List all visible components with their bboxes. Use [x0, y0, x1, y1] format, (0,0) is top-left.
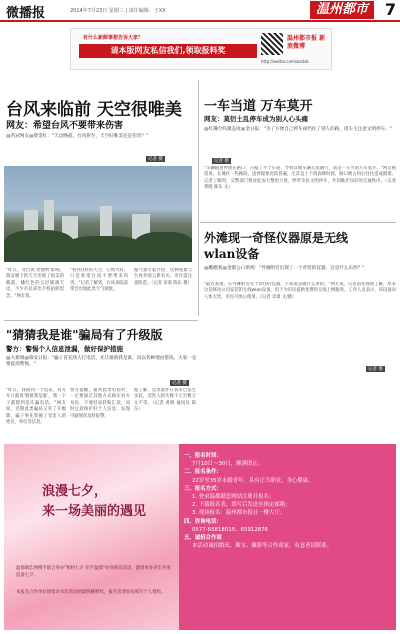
story1-col3: 据气象专家介绍，这种现象与台风外围云系有关，市民需注意防范。（记者 章菊 陈东 摄）: [134, 268, 192, 286]
story3-subhead: 警方：警惕个人信息泄漏，做好保护措施: [6, 345, 123, 353]
story2-byline: @红瀚兮吗微态度@金日报："为了方便自己停车却挡住了别人的路，请车主注意文明停车。": [204, 127, 392, 132]
story2-body: "车辆随意停放在路口，占据了半个车道，导致其他车辆无法通行，真是一车当道万车莫开。"网友抱怨说，在城区一些路段，违停现象比较普遍，尤其是上下班高峰时段，路口被占用后往往造成拥堵。记者了解到，交警部门将对此加大整治力度，呼吁市民文明停车，共同维护良好的交通秩序。（记者 黄晓 陈东 文）: [204, 166, 396, 191]
story1-col2: "看到这样的天空，心情大好，只是希望台风不要带来伤害。"记者了解到，台风来临前常会出现此类天气现象。: [70, 268, 128, 293]
ad-section-heading: 二、报名条件：: [184, 469, 222, 476]
story1-photo-tag: 记者 摄: [148, 157, 163, 162]
story3-byline: @大新闻@瑞安日报："骗子冒充熟人打电话，先让猜猜我是谁，再以各种理由借钱，大家一定要提高警惕。": [6, 356, 197, 368]
section-title: 微播报: [6, 6, 46, 21]
story1-col1: "昨日，受台风'麦德姆'影响，瑞安塘下的天空出现了很美的晚霞，橘红色的云层铺满天边，不少市民拿出手机拍照留念。"网友说。: [6, 268, 64, 299]
ad-section-line: 2. 下载报名表，填写后发送至指定邮箱；: [192, 502, 291, 509]
story4-body: "最近发现，在外滩附近有个奇怪的仪器，不知道是做什么用的。"网友说。记者前往现场了解，原来这是移动公司安装的无线wlan设备，用于为市民提供免费的无线上网服务。工作人员表示，该设备对人体无害，市民可放心使用。（记者 章萧 文/摄）: [204, 282, 396, 300]
ad-section-line: 0577-65818015、65912876: [192, 526, 268, 533]
ad-romance-image: [4, 444, 179, 630]
story1-headline: 台风来临前 天空很唯美: [6, 100, 182, 120]
story1-subhead: 网友：希望台风不要带来伤害: [6, 121, 124, 131]
ad-title-line2: 来一场美丽的遇见: [42, 504, 147, 519]
ad-notes: 本报及合作单位保留对本次活动的最终解释权，报名者请如实填写个人资料。: [16, 590, 166, 595]
banner-tagline: 有什么新鲜事想告诉大家？: [83, 35, 144, 41]
story2-photo-tag: 记者 摄: [214, 159, 229, 164]
story3-headline: "猜猜我是谁"骗局有了升级版: [6, 328, 163, 342]
story4-headline: 外滩现一奇怪仪器原是无线wlan设备: [204, 231, 349, 261]
date-line: 2014年7月23日 星期三 | 责任编辑：王XX: [70, 8, 166, 14]
ad-section-line: 22岁至35岁未婚青年，具有正当职业，身心健康。: [192, 477, 314, 484]
qr-code-icon: [261, 33, 283, 55]
promo-banner[interactable]: [70, 28, 332, 70]
brand-logo: 温州都市: [310, 1, 374, 19]
ad-section-line: 7月10日～30日，额满即止。: [192, 461, 264, 468]
story2-subhead: 网友：莫衍土乱停车成为别人心头痛: [204, 115, 308, 123]
story1-photo: [4, 166, 192, 262]
qixi-event-ad[interactable]: [4, 444, 396, 630]
story1-byline: @芮冠网友@柴金红："天边晚霞，台风将至，天空好唯美还是伤害？": [6, 134, 149, 139]
banner-headline: 请本版网友私信我们,领取报料奖: [79, 44, 257, 58]
story4-byline: @瞧瞧我@金都公口新闻："外滩附近出现了一个奇怪的仪器，这是什么东西？": [204, 266, 365, 271]
story3-col3: 据了解，这类案件在我市已发生多起，受害人损失数千元至数万元不等。（记者 黄晓 通讯员 陈东）: [134, 388, 196, 413]
story3-col1: "昨日，我接到一个电话，对方开口就说'猜猜我是谁'，我一下子就想到是诈骗电话。"网友说，近期此类骗局又有了升级版，骗子事先掌握了受害人的姓名、单位等信息。: [6, 388, 66, 426]
ad-section-heading: 四、咨询电话：: [184, 518, 222, 525]
banner-url[interactable]: http://weibo.com/wzdsb: [261, 59, 309, 64]
story-divider: [200, 222, 396, 223]
ad-intro: 温都婚恋网携手联合举办"相约七夕 牵手温都"单身联谊活动，邀请单身青年共度浪漫七夕。: [16, 566, 171, 578]
story-divider: [4, 320, 198, 321]
story2-headline: 一车当道 万车莫开: [204, 99, 313, 114]
ad-section-line: 1. 登录温都婚恋网站注册并报名；: [192, 494, 275, 501]
ad-section-line: 本活动诚招婚庆、珠宝、摄影等合作商家，有意者请联系。: [192, 543, 333, 550]
story3-col2: 警方提醒，接到此类电话时，一定要通过其他方式核实对方身份，不要轻易转账汇款，同时注意保护好个人信息，发现可疑情况及时报警。: [70, 388, 130, 419]
masthead: [0, 0, 400, 22]
ad-section-heading: 五、诚招合作商: [184, 535, 222, 542]
column-divider: [198, 80, 199, 316]
page-number: 7: [384, 0, 396, 19]
story3-photo-tag: 记者 摄: [172, 381, 187, 386]
ad-section-heading: 一、报名时间：: [184, 453, 222, 459]
ad-title-line1: 浪漫七夕，: [42, 484, 108, 499]
banner-logo: 温州都市报 新浪微博: [287, 35, 326, 50]
ad-info-panel: [184, 452, 390, 622]
story4-photo-tag: 记者 摄: [368, 367, 383, 372]
ad-section-heading: 三、报名方式：: [184, 485, 222, 492]
ad-section-line: 3. 现场报名：温州都市报社一楼大厅。: [192, 510, 286, 517]
